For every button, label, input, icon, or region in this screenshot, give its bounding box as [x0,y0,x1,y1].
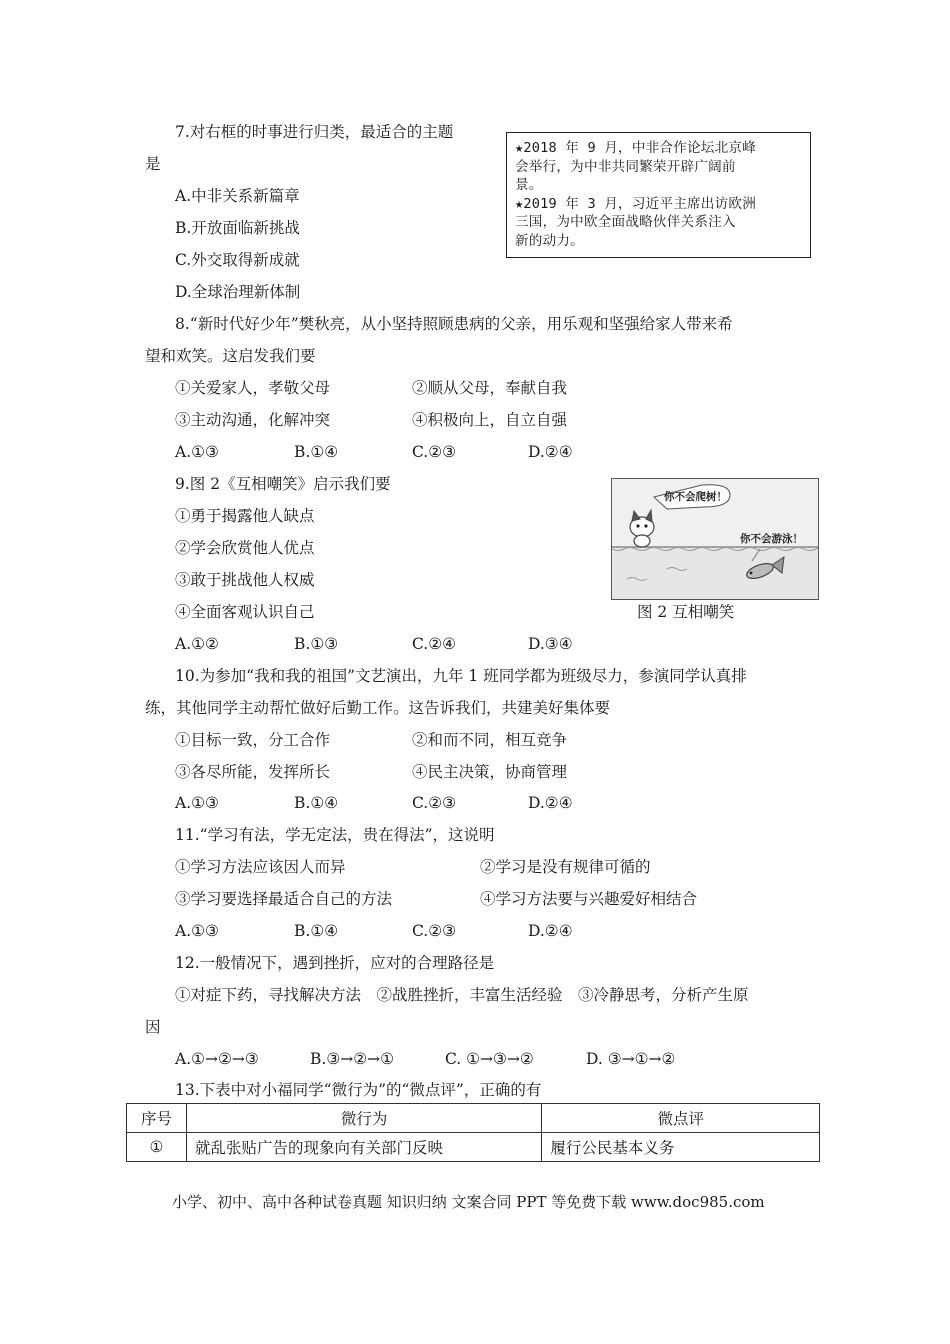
q10-item-3: ③各尽所能，发挥所长 [175,763,331,781]
q8-answer-c: C.②③ [412,443,457,461]
q8-item-4: ④积极向上，自立自强 [412,411,568,429]
q10-item-1: ①目标一致，分工合作 [175,731,331,749]
q11-answer-c: C.②③ [412,922,457,940]
q10-stem: 10.为参加“我和我的祖国”文艺演出，九年 1 班同学都为班级尽力，参演同学认真排 [175,667,747,685]
q7-option-b: B.开放面临新挑战 [175,219,300,237]
q11-answer-b: B.①④ [294,922,339,940]
q13-stem: 13.下表中对小福同学“微行为”的“微点评”，正确的有 [175,1081,542,1099]
news-line: 新的动力。 [515,232,584,249]
cartoon-illustration [612,479,818,599]
q11-answer-a: A.①③ [175,922,219,940]
q9-stem: 9.图 2《互相嘲笑》启示我们要 [175,475,391,493]
q8-item-3: ③主动沟通，化解冲突 [175,411,331,429]
q9-item-3: ③敢于挑战他人权威 [175,571,315,589]
q9-item-1: ①勇于揭露他人缺点 [175,507,315,525]
q9-answer-a: A.①② [175,635,219,653]
q12-items-cont: 因 [145,1018,161,1036]
q12-answer-a: A.①→②→③ [175,1050,259,1068]
q8-stem: 8.“新时代好少年”樊秋亮，从小坚持照顾患病的父亲，用乐观和坚强给家人带来希 [175,315,733,333]
fish-speech: 你不会游泳！ [740,533,803,545]
q8-answer-b: B.①④ [294,443,339,461]
q11-item-3: ③学习要选择最适合自己的方法 [175,890,393,908]
q10-answer-b: B.①④ [294,794,339,812]
q10-item-2: ②和而不同，相互竞争 [412,731,568,749]
q8-stem-cont: 望和欢笑。这启发我们要 [145,347,316,365]
q8-item-1: ①关爱家人，孝敬父母 [175,379,331,397]
q10-answer-c: C.②③ [412,794,457,812]
q9-item-4: ④全面客观认识自己 [175,603,315,621]
table-header: 微点评 [542,1104,820,1133]
q11-stem: 11.“学习有法，学无定法，贵在得法”，这说明 [175,826,495,844]
q7-stem-cont: 是 [145,155,161,173]
table-cell: 履行公民基本义务 [542,1133,820,1162]
news-line: 会举行，为中非共同繁荣开辟广阔前 [515,158,736,175]
news-line: 景。 [515,177,543,194]
q11-answer-d: D.②④ [528,922,573,940]
q11-item-2: ②学习是没有规律可循的 [480,858,651,876]
table-cell: 就乱张贴广告的现象向有关部门反映 [186,1133,541,1162]
q12-answer-c: C. ①→③→② [445,1050,534,1068]
cat-speech: 你不会爬树！ [664,491,727,503]
q9-answer-c: C.②④ [412,635,457,653]
page-footer: 小学、初中、高中各种试卷真题 知识归纳 文案合同 PPT 等免费下载 www.doc985.com [172,1193,765,1211]
q11-item-1: ①学习方法应该因人而异 [175,858,346,876]
mutual-mockery-cartoon [611,478,819,600]
table-row [127,1133,820,1162]
q7-stem: 7.对右框的时事进行归类，最适合的主题 [175,123,454,141]
q9-item-2: ②学会欣赏他人优点 [175,539,315,557]
q9-answer-b: B.①③ [294,635,339,653]
q7-option-c: C.外交取得新成就 [175,251,300,269]
q9-answer-d: D.③④ [528,635,573,653]
q8-answer-a: A.①③ [175,443,219,461]
q8-answer-d: D.②④ [528,443,573,461]
table-header-row [127,1104,820,1133]
table-header: 序号 [127,1104,187,1133]
q13-table [126,1103,820,1162]
news-line: ★2018 年 9 月，中非合作论坛北京峰 [515,140,756,156]
news-line: 三国，为中欧全面战略伙伴关系注入 [515,214,736,231]
q12-answer-b: B.③→②→① [310,1050,394,1068]
q12-items: ①对症下药，寻找解决方法 ②战胜挫折，丰富生活经验 ③冷静思考，分析产生原 [175,986,749,1004]
q12-stem: 12.一般情况下，遇到挫折，应对的合理路径是 [175,954,495,972]
q7-option-a: A.中非关系新篇章 [175,187,300,205]
table-cell: ① [127,1133,187,1162]
q7-option-d: D.全球治理新体制 [175,283,301,301]
table-header: 微行为 [186,1104,541,1133]
news-line: ★2019 年 3 月，习近平主席出访欧洲 [515,195,756,212]
q7-news-box [506,132,811,258]
figure-caption: 图 2 互相嘲笑 [637,603,735,621]
q11-item-4: ④学习方法要与兴趣爱好相结合 [480,890,698,908]
q8-item-2: ②顺从父母，奉献自我 [412,379,568,397]
q10-answer-d: D.②④ [528,794,573,812]
q10-stem-cont: 练，其他同学主动帮忙做好后勤工作。这告诉我们，共建美好集体要 [145,699,611,717]
q12-answer-d: D. ③→①→② [586,1050,676,1068]
q10-answer-a: A.①③ [175,794,219,812]
q10-item-4: ④民主决策，协商管理 [412,763,568,781]
